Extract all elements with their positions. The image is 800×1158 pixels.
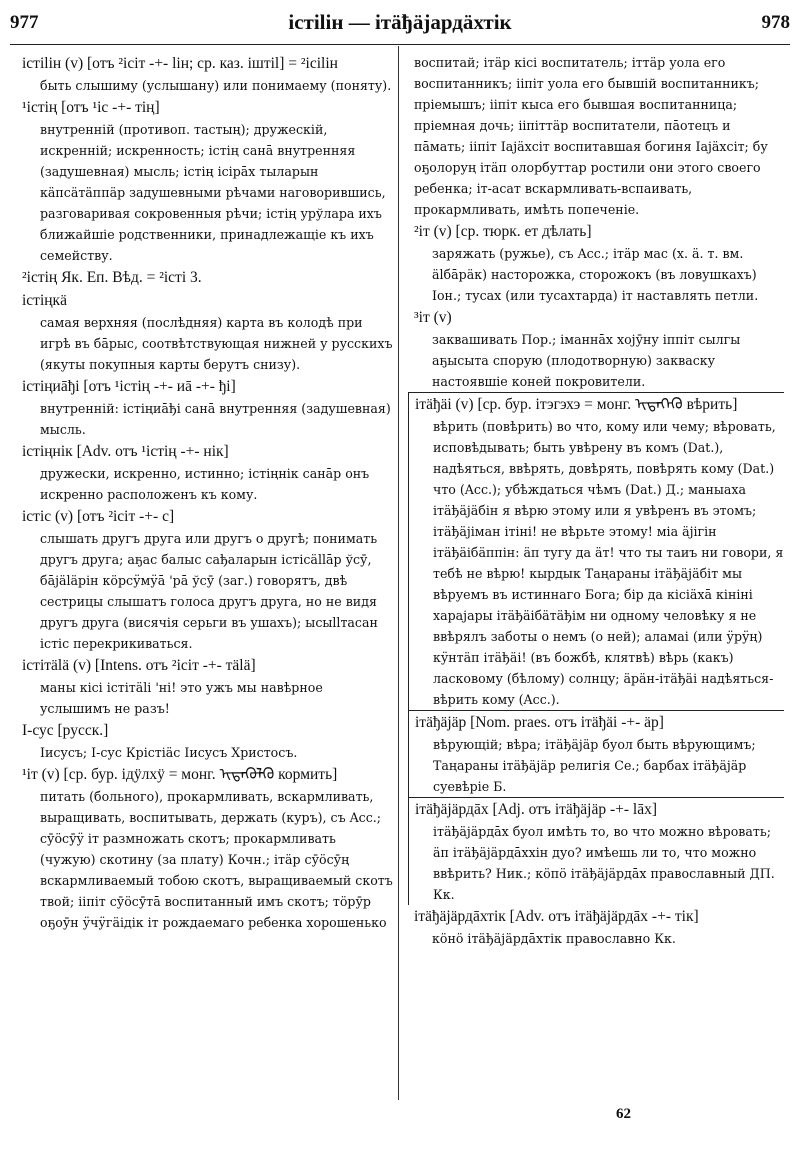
- entry-definition: дружески, искренно, истинно; істіңнік санāр онъ искренно расположенъ къ кому.: [40, 466, 370, 502]
- entry-definition: вѣрующій; вѣра; ітäђäјäр буол быть вѣрующимъ; Таңараны ітäђäјäр религія Се.; барбах ітäђäјäр суевѣріе Б.: [433, 737, 756, 794]
- dictionary-entry: [414, 306, 784, 392]
- entry-headword: ітäђäјäрдāх [Adj. отъ ітäђäјäр -+- lāх]: [415, 801, 657, 818]
- entry-headword: ітäђäі (v) [ср. бур. ітэгэхэ = монг. ᠢᠲᠡᠭᠡᠬᠦ вѣрить]: [415, 396, 738, 413]
- dictionary-entry-continued: [414, 52, 784, 220]
- left-column: [22, 52, 394, 933]
- entry-definition: быть слышиму (услышану) или понимаему (поняту).: [40, 78, 392, 93]
- dictionary-entry: [22, 719, 394, 763]
- header-rule: [10, 44, 790, 45]
- dictionary-entry: [22, 289, 394, 375]
- entry-headword: ²істің Як. Еп. Вѣд. = ²істі 3.: [22, 269, 202, 286]
- entry-headword: І-сус [русск.]: [22, 722, 109, 739]
- entry-headword: істіңнік [Adv. отъ ¹істің -+- нік]: [22, 443, 229, 460]
- entry-headword: істітälä (v) [Intens. отъ ²ісіт -+- тälä]: [22, 657, 256, 674]
- page-header: [10, 6, 790, 40]
- entry-definition: внутренній: істіңиāђі санā внутренняя (задушевная) мысль.: [40, 401, 391, 437]
- entry-definition: питать (больного), прокармливать, вскармливать, выращивать, воспитывать, держать (куръ), съ Acc.; сӯöсӯӱ іт размножать скотъ; прокармливать (чужую) скотину (за плату) Кочн.; ітäр сӯöсӯң вскармливаемый тобою скотъ, выращиваемый скотъ твой; ііпіт сӯöсӯтā воспитанный имъ скотъ; тöрӯр оҕоӯн ӱчӱгäідік іт рождаемаго ребенка хорошенько: [40, 789, 393, 930]
- dictionary-entry: [22, 266, 394, 289]
- entry-headword: ²іт (v) [ср. тюрк. ет дѣлать]: [414, 223, 592, 240]
- entry-definition: заквашивать Пор.; іманнāх хојӯну іппіт сылгы аҕысыта спорую (плодотворную) закваску настоявшіе коней покровители.: [432, 332, 741, 389]
- entry-definition: Іисусъ; І-сус Крістіäс Іисусъ Христосъ.: [40, 745, 298, 760]
- left-page-number: 977: [10, 12, 39, 33]
- signature-number: 62: [616, 1106, 631, 1122]
- entry-definition: внутренній (противоп. тастың); дружескій, искренній; искренность; істің санā внутренняя (задушевная) мысль; істің ісірāх тыларын кäпсäтäппäр задушевными рѣчами наговорившись, разговаривая сокровенныя рѣчи; істің урўлара ихъ ближайшіе родственники, принадлежащіе къ ихъ семейству.: [40, 122, 386, 263]
- right-page-number: 978: [761, 12, 790, 33]
- entry-definition: маны кісі істітälі 'ні! это ужъ мы навѣрное услышимъ не разъ!: [40, 680, 323, 716]
- dictionary-entry: [22, 763, 394, 933]
- dictionary-entry: [22, 52, 394, 96]
- entry-continuation: воспитай; ітäр кісі воспитатель; іттäр уола его воспитанникъ; ііпіт уола его бывшій воспитанникъ; пріемышъ; ііпіт кыса его бывшая воспитанница; пріемная дочь; ііпіттäр воспитатели, пāотецъ и пāмать; ііпіт Іајäхсіт воспитавшая богиня Іајäхсіт; бу оҕолоруң ітäп олорбуттар ростили они этого своего ребенка; іт-асат вскармливать-вспаивать, прокармливать, имѣть попеченіе.: [414, 55, 768, 217]
- column-divider: [398, 46, 399, 1100]
- entry-headword: ³іт (v): [414, 309, 452, 326]
- dictionary-entry: [408, 392, 784, 710]
- dictionary-entry: [414, 905, 784, 949]
- dictionary-entry: [22, 654, 394, 719]
- dictionary-entry: [22, 96, 394, 266]
- entry-definition: самая верхняя (послѣдняя) карта въ колодѣ при игрѣ въ бāрыс, соотвѣтствующая нижней у русскихъ (якуты покупныя карты берутъ снизу).: [40, 315, 393, 372]
- dictionary-entry: [22, 505, 394, 654]
- entry-definition: заряжать (ружье), съ Acc.; ітäр мас (х. ä. т. вм. älбāрäк) насторожка, сторожокъ (въ ловушкахъ) Іон.; тусах (или тусахтарда) іт наставлять петли.: [432, 246, 759, 303]
- entry-headword: істіlін (v) [отъ ²ісіт -+- lін; ср. каз. іштіl] = ²ісіlін: [22, 55, 338, 72]
- entry-headword: ітäђäјäр [Nom. praes. отъ ітäђäі -+- äр]: [415, 714, 664, 731]
- dictionary-entry: [408, 710, 784, 797]
- dictionary-entry: [22, 440, 394, 505]
- entry-definition: слышать другъ друга или другъ о другѣ; понимать другъ друга; аҕас балыс сађаларын істісällāр ўсӯ, бāјäläрін кöрсӱмӱā 'рā ўсӯ (заг.) говорятъ, двѣ сестрицы слышатъ голоса другъ друга, но не видя другъ друга (висячія серьги въ ушахъ); ысыllтасан істіс перекрикиваться.: [40, 531, 378, 651]
- entry-definition: кöнö ітäђäјäрдāхтік православно Кк.: [432, 931, 676, 946]
- entry-headword: ¹іт (v) [ср. бур. ідӱлхӱ = монг. ᠢᠳᠡᠭᠦᠯᠬᠦ кормить]: [22, 766, 338, 783]
- running-title: істіlін — ітäђäјардäхтік: [288, 10, 512, 34]
- entry-headword: істіңиāђі [отъ ¹істің -+- иā -+- ђі]: [22, 378, 236, 395]
- right-column: [414, 52, 784, 949]
- dictionary-entry: [414, 220, 784, 306]
- entry-headword: істіңкä: [22, 292, 67, 309]
- entry-headword: ¹істің [отъ ¹іс -+- тің]: [22, 99, 160, 116]
- dictionary-entry: [22, 375, 394, 440]
- entry-headword: істіс (v) [отъ ²ісіт -+- с]: [22, 508, 175, 525]
- entry-definition: вѣрить (повѣрить) во что, кому или чему; вѣровать, исповѣдывать; быть увѣрену въ комъ (Dat.), надѣяться, ввѣрять, довѣрять, повѣрять кому (Dat.) что (Acc.); убѣждаться чѣмъ (Dat.) Д.; маныаха ітäђäјäбін я вѣрю этому или я увѣренъ въ этомъ; ітäђäјіман ітіні! не вѣрьте этому! міа äјігін ітäђäібäппін: äп тугу да äт! что ты таиъ ни говори, я тебѣ не вѣрю! кырдык Таңараны ітäђäјäбіт мы вѣруемъ въ истиннаго Бога; бір да кісіäхā кініні харајары ітäђäібäтäђім ни одному человѣку я не ввѣрялъ заботы о немъ (о ней); аламаі (или ӱрӱң) кӱнтäп ітäђäі! (въ божбѣ, клятвѣ) вѣрь (какъ) ласковому (бѣлому) солнцу; äрäн-ітäђäі надѣяться-вѣрить кому (Acc.).: [433, 419, 784, 707]
- dictionary-entry: [408, 797, 784, 905]
- entry-definition: ітäђäјäрдāх буол имѣть то, во что можно вѣровать; äп ітäђäјäрдāххін дуо? имѣешь ли то, что можно ввѣрить? Ник.; кöпö ітäђäјäрдāх православный ДП. Кк.: [433, 824, 775, 902]
- entry-headword: ітäђäјäрдāхтік [Adv. отъ ітäђäјäрдāх -+- тік]: [414, 908, 699, 925]
